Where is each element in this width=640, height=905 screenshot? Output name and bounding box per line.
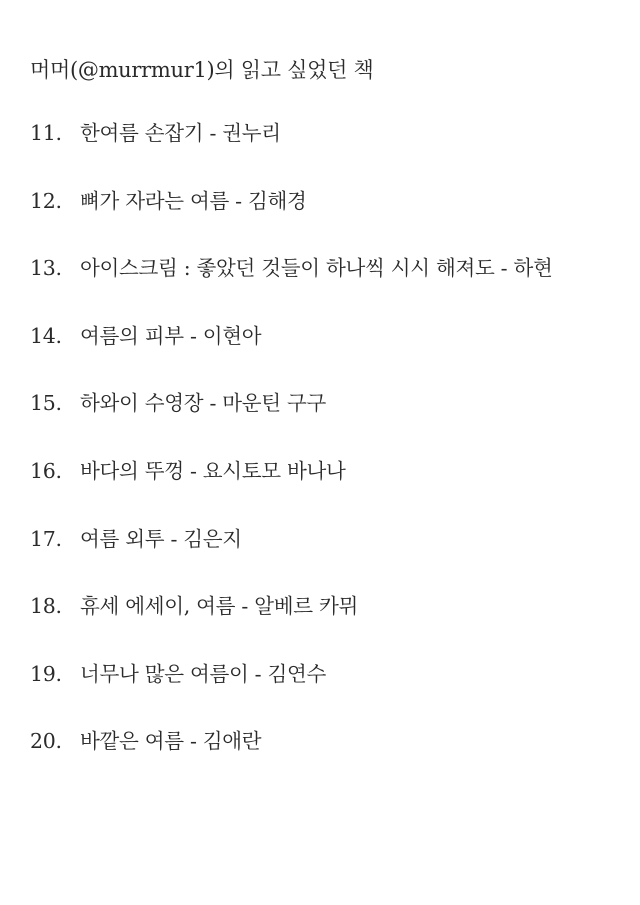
item-text: 아이스크림 : 좋았던 것들이 하나씩 시시 해져도 - 하현 xyxy=(80,256,553,281)
item-number: 20. xyxy=(30,729,62,754)
item-number: 19. xyxy=(30,661,62,686)
item-number: 11. xyxy=(30,121,62,145)
item-text: 여름의 피부 - 이현아 xyxy=(80,323,262,348)
list-item xyxy=(30,456,553,524)
list-item xyxy=(30,321,553,389)
item-number: 16. xyxy=(30,458,62,483)
book-list xyxy=(30,118,553,794)
list-item xyxy=(30,253,553,321)
item-text: 휴세 에세이, 여름 - 알베르 카뮈 xyxy=(80,594,358,619)
item-number: 15. xyxy=(30,391,62,416)
item-text: 뼈가 자라는 여름 - 김해경 xyxy=(80,188,307,213)
item-number: 12. xyxy=(30,188,62,213)
item-text: 바깥은 여름 - 김애란 xyxy=(80,729,262,754)
list-item xyxy=(30,726,553,794)
item-text: 바다의 뚜껑 - 요시토모 바나나 xyxy=(80,458,346,483)
document-title: 머머(@murrmur1)의 읽고 싶었던 책 xyxy=(30,58,374,82)
item-number: 13. xyxy=(30,256,62,281)
item-number: 18. xyxy=(30,594,62,619)
item-text: 너무나 많은 여름이 - 김연수 xyxy=(80,661,327,686)
list-item xyxy=(30,524,553,592)
item-number: 17. xyxy=(30,526,62,551)
item-text: 한여름 손잡기 - 권누리 xyxy=(80,121,281,145)
list-item xyxy=(30,186,553,254)
list-item xyxy=(30,591,553,659)
list-item xyxy=(30,659,553,727)
item-number: 14. xyxy=(30,323,62,348)
item-text: 여름 외투 - 김은지 xyxy=(80,526,242,551)
list-item xyxy=(30,118,553,186)
item-text: 하와이 수영장 - 마운틴 구구 xyxy=(80,391,327,416)
list-item xyxy=(30,388,553,456)
